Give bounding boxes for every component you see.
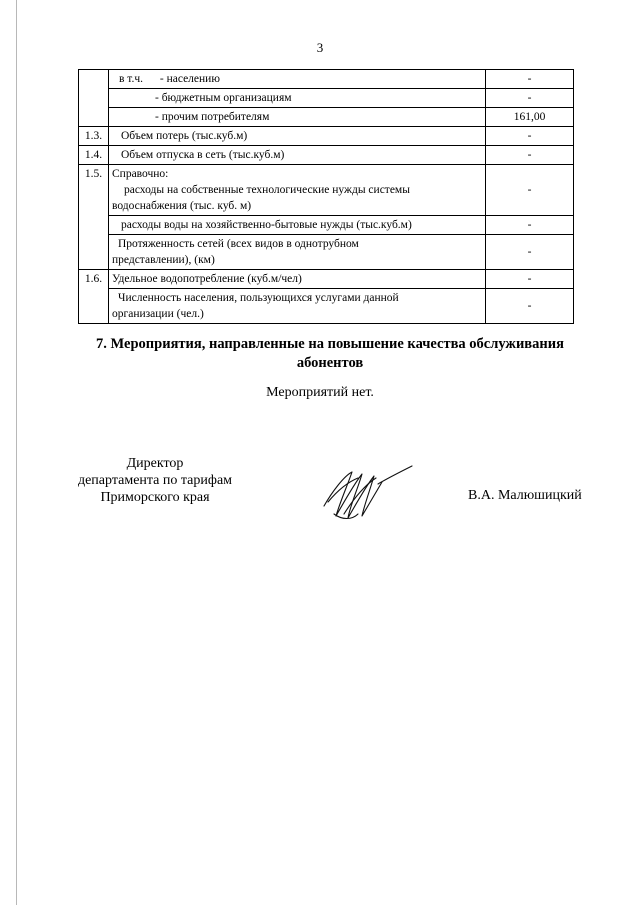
table-row (79, 235, 574, 270)
row-description: расходы воды на хозяйственно-бытовые нужды (тыс.куб.м) (109, 216, 486, 235)
scan-edge-line (16, 0, 17, 905)
row-text-line: Справочно: (112, 168, 169, 180)
row-number: 1.4. (79, 146, 109, 165)
table-row (79, 89, 574, 108)
row-description (109, 289, 486, 324)
signatory-name: В.А. Малюшицкий (468, 488, 582, 503)
row-value: 161,00 (486, 108, 574, 127)
section-7-body: Мероприятий нет. (266, 385, 374, 400)
row-description: Объем отпуска в сеть (тыс.куб.м) (109, 146, 486, 165)
row-text-line: организации (чел.) (112, 308, 204, 320)
table-row (79, 289, 574, 324)
table-row (79, 70, 574, 89)
page-number: 3 (316, 40, 324, 55)
row-text: - бюджетным организациям (155, 92, 292, 104)
row-value: - (486, 289, 574, 324)
section-title-line: 7. Мероприятия, направленные на повышение качества обслуживания (96, 336, 564, 352)
signatory-position (50, 455, 260, 506)
row-description (109, 70, 486, 89)
row-value: - (486, 89, 574, 108)
row-text: - прочим потребителям (155, 111, 270, 123)
position-line: Приморского края (100, 490, 210, 505)
position-line: Директор (126, 456, 184, 471)
row-description: Объем потерь (тыс.куб.м) (109, 127, 486, 146)
row-value: - (486, 216, 574, 235)
row-number: 1.3. (79, 127, 109, 146)
indicators-table (78, 69, 574, 324)
row-text: - населению (159, 73, 220, 85)
row-value: - (486, 127, 574, 146)
row-description (109, 235, 486, 270)
table-row (79, 165, 574, 216)
row-text-line: Протяженность сетей (всех видов в однотрубном (118, 238, 359, 250)
position-line: департамента по тарифам (77, 473, 233, 488)
row-description: Удельное водопотребление (куб.м/чел) (109, 270, 486, 289)
section-title-line: абонентов (296, 355, 364, 371)
row-description (109, 165, 486, 216)
row-number: 1.5. (79, 165, 109, 270)
row-prefix: в т.ч. (119, 73, 143, 85)
row-value: - (486, 146, 574, 165)
handwritten-signature (318, 462, 418, 526)
row-text-line: водоснабжения (тыс. куб. м) (112, 200, 252, 212)
row-value: - (486, 270, 574, 289)
table-row (79, 216, 574, 235)
section-7-title (40, 335, 620, 373)
row-number: 1.6. (79, 270, 109, 324)
table-row (79, 108, 574, 127)
row-text-line: представлении), (км) (112, 254, 215, 266)
table-row (79, 146, 574, 165)
row-text-line: Численность населения, пользующихся услугами данной (118, 292, 399, 304)
row-number-cell (79, 70, 109, 127)
row-text-line: расходы на собственные технологические нужды системы (124, 184, 410, 196)
table-row (79, 270, 574, 289)
table-row (79, 127, 574, 146)
row-value: - (486, 165, 574, 216)
row-value: - (486, 235, 574, 270)
row-value: - (486, 70, 574, 89)
row-description (109, 89, 486, 108)
row-description (109, 108, 486, 127)
